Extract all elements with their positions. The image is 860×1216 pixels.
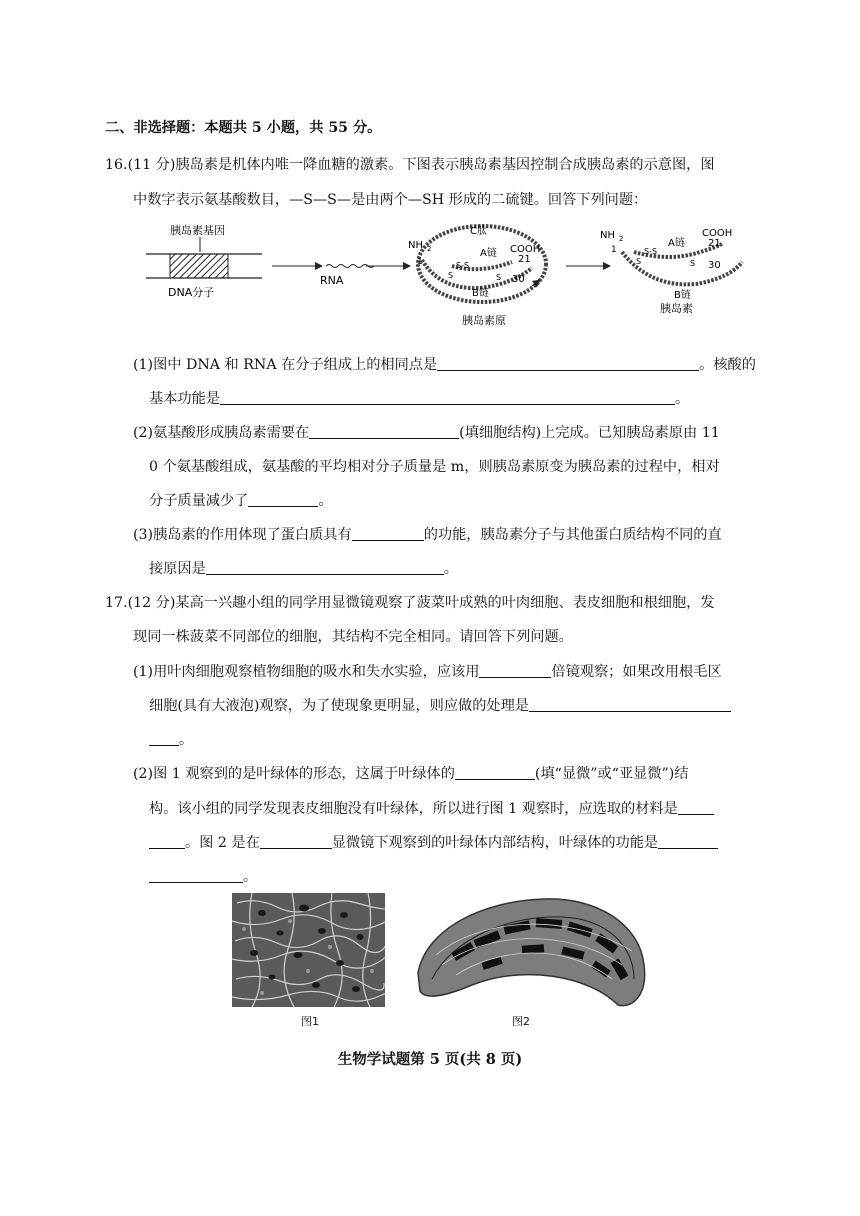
dna-label: DNA分子 bbox=[168, 286, 215, 299]
q16-part1-line-1 bbox=[133, 355, 756, 375]
b-chain-label: B链 bbox=[472, 288, 489, 299]
b-chain-label: B链 bbox=[674, 290, 691, 301]
q17-part2-line-3 bbox=[149, 833, 718, 853]
text: 显微镜下观察到的叶绿体内部结构，叶绿体的功能是 bbox=[331, 835, 659, 851]
insulin-label: 胰岛素 bbox=[660, 302, 693, 315]
answer-blank[interactable] bbox=[352, 525, 424, 541]
disulfide-bond-label: S-S bbox=[456, 261, 470, 270]
text: (填细胞结构)上完成。已知胰岛素原由 11 bbox=[459, 425, 720, 441]
q16-part2-line-1 bbox=[133, 423, 720, 443]
text: 构。该小组的同学发现表皮细胞没有叶绿体，所以进行图 1 观察时，应选取的材料是 bbox=[149, 801, 678, 817]
q16-part2-line-3 bbox=[149, 491, 333, 511]
sulfur-label: S bbox=[690, 259, 696, 268]
text: (1)用叶肉细胞观察植物细胞的吸水和失水实验，应该用 bbox=[133, 664, 480, 680]
rna-label: RNA bbox=[320, 274, 344, 287]
q16-stem-line-1: 16.(11 分)胰岛素是机体内唯一降血糖的激素。下图表示胰岛素基因控制合成胰岛素的示意图，图 bbox=[105, 157, 715, 173]
q16-part2-line-2: 0 个氨基酸组成，氨基酸的平均相对分子质量是 m，则胰岛素原变为胰岛素的过程中，相对 bbox=[149, 459, 720, 475]
answer-blank[interactable] bbox=[248, 491, 318, 507]
text: 接原因是 bbox=[149, 561, 206, 577]
page-footer: 生物学试题第 5 页(共 8 页) bbox=[337, 1051, 523, 1068]
q17-part1-line-2 bbox=[149, 696, 731, 716]
answer-blank[interactable] bbox=[309, 423, 459, 439]
answer-blank[interactable] bbox=[149, 867, 243, 883]
residue-1-label: 1 bbox=[611, 245, 617, 255]
text: 分子质量减少了 bbox=[149, 493, 249, 509]
answer-blank[interactable] bbox=[455, 764, 535, 780]
answer-blank[interactable] bbox=[260, 833, 332, 849]
answer-blank[interactable] bbox=[149, 730, 179, 746]
text: 。核酸的 bbox=[699, 357, 756, 373]
answer-blank[interactable] bbox=[437, 355, 699, 371]
q17-stem-line-1: 17.(12 分)某高一兴趣小组的同学用显微镜观察了菠菜叶成熟的叶肉细胞、表皮细胞和根细胞，发 bbox=[105, 595, 715, 611]
text: 。 bbox=[179, 732, 194, 748]
q17-part2-line-4 bbox=[149, 867, 257, 887]
insulin-synthesis-diagram bbox=[140, 218, 780, 336]
text: 基本功能是 bbox=[149, 391, 220, 407]
q16-part3-line-2 bbox=[149, 559, 458, 579]
nh2-label: NH bbox=[408, 240, 423, 251]
text: 细胞(具有大液泡)观察，为了使现象更明显，则应做的处理是 bbox=[149, 698, 529, 714]
text: (2)氨基酸形成胰岛素需要在 bbox=[133, 425, 310, 441]
answer-blank[interactable] bbox=[149, 833, 185, 849]
a-chain-label: A链 bbox=[480, 248, 497, 259]
figure-1-micrograph bbox=[232, 893, 385, 1007]
cooh-label: COOH bbox=[510, 244, 541, 255]
a-chain-label: A链 bbox=[668, 238, 685, 249]
text: 。 bbox=[318, 493, 333, 509]
answer-blank[interactable] bbox=[206, 559, 444, 575]
text: (2)图 1 观察到的是叶绿体的形态，这属于叶绿体的 bbox=[133, 766, 455, 782]
figure-2-caption: 图2 bbox=[512, 1015, 530, 1028]
text: 。图 2 是在 bbox=[185, 835, 260, 851]
section-heading: 二、非选择题：本题共 5 小题，共 55 分。 bbox=[105, 120, 382, 136]
text: (3)胰岛素的作用体现了蛋白质具有 bbox=[133, 527, 352, 543]
text: 的功能，胰岛素分子与其他蛋白质结构不同的直 bbox=[423, 527, 722, 543]
q17-part2-line-1 bbox=[133, 764, 689, 784]
answer-blank[interactable] bbox=[678, 799, 714, 815]
figure-1-caption: 图1 bbox=[301, 1015, 319, 1028]
answer-blank[interactable] bbox=[479, 662, 551, 678]
sulfur-label: S bbox=[496, 273, 502, 282]
text: 。 bbox=[674, 391, 690, 407]
q17-part1-line-1 bbox=[133, 662, 722, 682]
residue-30-label: 30 bbox=[708, 260, 721, 271]
residue-1-label: 1 bbox=[417, 257, 423, 267]
disulfide-bond-label: S-S bbox=[644, 247, 658, 256]
nh2-subscript: 2 bbox=[619, 235, 624, 243]
nh2-subscript: 2 bbox=[427, 245, 432, 253]
answer-blank[interactable] bbox=[658, 833, 718, 849]
answer-blank[interactable] bbox=[220, 389, 675, 405]
gene-label: 胰岛素基因 bbox=[170, 224, 225, 237]
text: (填“显微”或“亚显微”)结 bbox=[534, 766, 689, 782]
text: 。 bbox=[443, 561, 458, 577]
text: (1)图中 DNA 和 RNA 在分子组成上的相同点是 bbox=[133, 357, 438, 373]
text: 。 bbox=[243, 869, 258, 885]
c-peptide-label: C肽 bbox=[470, 226, 487, 237]
q17-part1-line-3 bbox=[149, 730, 193, 750]
cooh-label: COOH bbox=[702, 228, 733, 239]
q17-part2-line-2 bbox=[149, 799, 714, 819]
proinsulin-label: 胰岛素原 bbox=[462, 314, 506, 327]
residue-21-label: 21 bbox=[708, 238, 721, 249]
text: 倍镜观察；如果改用根毛区 bbox=[551, 664, 722, 680]
answer-blank[interactable] bbox=[529, 696, 731, 712]
q16-part1-line-2 bbox=[149, 389, 689, 409]
nh2-label: NH bbox=[600, 230, 615, 241]
q17-stem-line-2: 现同一株菠菜不同部位的细胞，其结构不完全相同。请回答下列问题。 bbox=[133, 629, 573, 645]
residue-21-label: 21 bbox=[518, 254, 531, 265]
residue-30-label: 30 bbox=[512, 274, 525, 285]
sulfur-label: S bbox=[448, 271, 454, 280]
q16-part3-line-1 bbox=[133, 525, 722, 545]
figure-2-chloroplast bbox=[412, 895, 650, 1011]
sulfur-label: S bbox=[636, 257, 642, 266]
q16-stem-line-2: 中数字表示氨基酸数目，—S—S—是由两个—SH 形成的二硫键。回答下列问题： bbox=[133, 192, 648, 208]
